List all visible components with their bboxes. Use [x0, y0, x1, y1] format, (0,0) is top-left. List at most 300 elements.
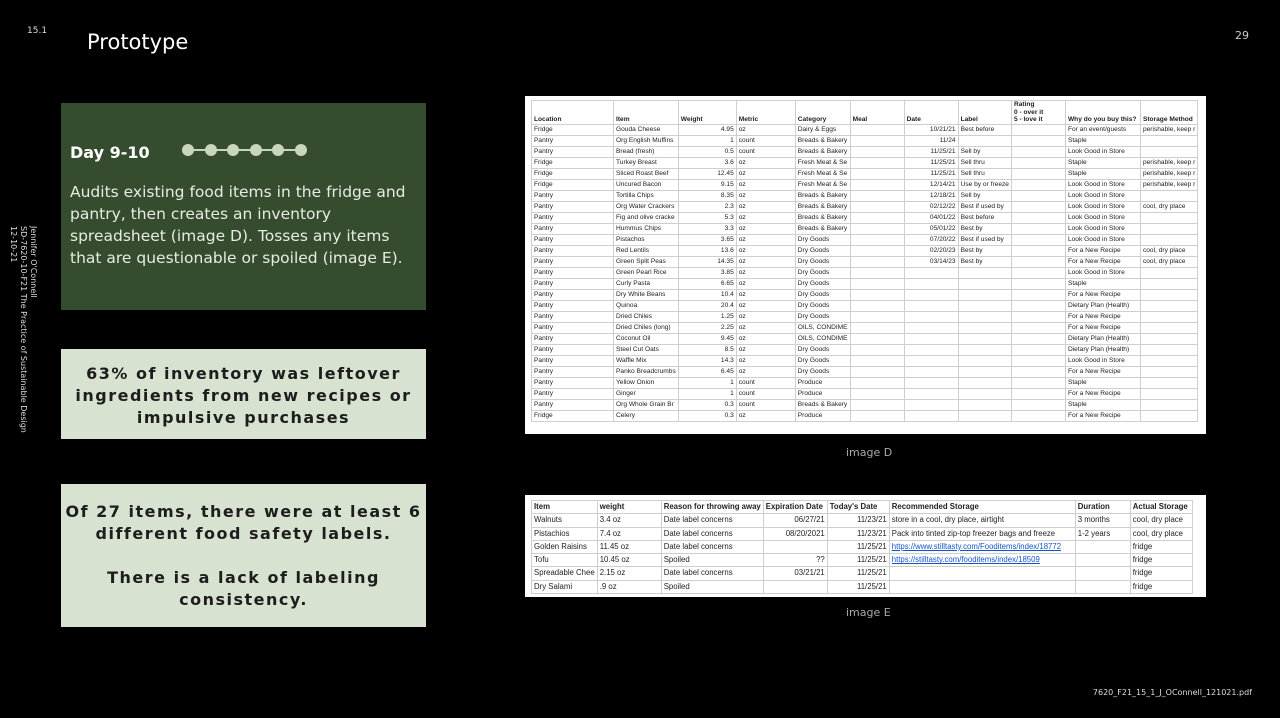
table-row	[532, 190, 1198, 201]
inventory-cell: Staple	[1065, 399, 1140, 410]
inventory-cell	[850, 157, 904, 168]
sidebar-meta	[8, 226, 38, 433]
inventory-cell	[1140, 311, 1197, 322]
inventory-cell: oz	[736, 267, 795, 278]
inventory-cell	[850, 366, 904, 377]
inventory-cell	[850, 355, 904, 366]
inventory-cell: 11/25/21	[904, 146, 958, 157]
inventory-cell: Pantry	[532, 322, 614, 333]
inventory-cell: 9.15	[678, 179, 736, 190]
inventory-cell: Pantry	[532, 201, 614, 212]
discard-cell: Walnuts	[532, 514, 598, 527]
discard-cell: 11/25/21	[827, 540, 889, 553]
inventory-cell: 20.4	[678, 300, 736, 311]
inventory-cell	[1011, 300, 1065, 311]
stat-text-labels: Of 27 items, there were at least 6 different food safety labels.	[65, 502, 422, 543]
inventory-cell: Dry Goods	[795, 355, 850, 366]
inventory-cell	[1140, 399, 1197, 410]
inventory-cell: Dry Goods	[795, 311, 850, 322]
inventory-cell: Produce	[795, 377, 850, 388]
inventory-cell: OILS, CONDIME	[795, 322, 850, 333]
discard-cell: Golden Raisins	[532, 540, 598, 553]
inventory-cell: oz	[736, 355, 795, 366]
discard-cell: 11.45 oz	[597, 540, 661, 553]
inventory-cell	[850, 344, 904, 355]
inventory-cell	[904, 399, 958, 410]
image-e-caption: image E	[846, 606, 891, 619]
inventory-cell: Pantry	[532, 278, 614, 289]
inventory-cell: 05/01/22	[904, 223, 958, 234]
inventory-cell: Look Good in Store	[1065, 179, 1140, 190]
inventory-cell: 6.45	[678, 366, 736, 377]
inventory-cell	[1140, 366, 1197, 377]
discard-cell: Date label concerns	[661, 514, 763, 527]
inventory-cell: 11/24	[904, 135, 958, 146]
table-row	[532, 540, 1193, 553]
inventory-cell: Curly Pasta	[614, 278, 679, 289]
inventory-cell: Pantry	[532, 344, 614, 355]
inventory-cell: oz	[736, 223, 795, 234]
inventory-cell	[850, 278, 904, 289]
discard-header-cell: Reason for throwing away	[661, 501, 763, 514]
inventory-cell: oz	[736, 256, 795, 267]
inventory-cell	[850, 168, 904, 179]
table-row	[532, 234, 1198, 245]
inventory-cell: Dry Goods	[795, 234, 850, 245]
inventory-cell: Coconut Oil	[614, 333, 679, 344]
inventory-cell: count	[736, 377, 795, 388]
inventory-cell: perishable, keep r	[1140, 168, 1197, 179]
image-d-caption: image D	[846, 446, 893, 459]
inventory-cell: 0.5	[678, 146, 736, 157]
inventory-cell: Sell thru	[958, 168, 1011, 179]
inventory-cell	[1011, 223, 1065, 234]
day-description: Audits existing food items in the fridge and pantry, then creates an inventory spreadsheet (image D). Tosses any items that are questionable or spoiled (image E).	[70, 183, 406, 267]
inventory-cell: cool, dry place	[1140, 201, 1197, 212]
page-title: Prototype	[87, 30, 189, 54]
inventory-cell	[904, 366, 958, 377]
inventory-cell	[1140, 410, 1197, 421]
inventory-cell: For an event/guests	[1065, 124, 1140, 135]
inventory-cell	[850, 256, 904, 267]
inventory-cell: Tortilla Chips	[614, 190, 679, 201]
inventory-cell	[850, 146, 904, 157]
footer-filename: 7620_F21_15_1_J_OConnell_121021.pdf	[1092, 688, 1252, 697]
inventory-cell	[1140, 278, 1197, 289]
inventory-cell: Use by or freeze	[958, 179, 1011, 190]
inventory-cell: Pantry	[532, 366, 614, 377]
table-row	[532, 201, 1198, 212]
discard-cell	[763, 540, 827, 553]
inventory-cell: Best before	[958, 124, 1011, 135]
inventory-cell: 14.3	[678, 355, 736, 366]
table-row	[532, 410, 1198, 421]
table-row	[532, 124, 1198, 135]
inventory-cell	[1140, 322, 1197, 333]
table-row	[532, 223, 1198, 234]
meta-date: 12-10-21	[9, 226, 18, 263]
stat-box-leftover	[61, 349, 426, 439]
inventory-cell	[958, 377, 1011, 388]
inventory-header-cell: Rating 0 - over it 5 - love it	[1011, 101, 1065, 125]
inventory-cell	[1011, 135, 1065, 146]
inventory-cell	[1011, 157, 1065, 168]
inventory-cell: Look Good in Store	[1065, 201, 1140, 212]
inventory-cell: Best by	[958, 223, 1011, 234]
inventory-cell: Panko Breadcrumbs	[614, 366, 679, 377]
inventory-cell: Breads & Bakery	[795, 212, 850, 223]
inventory-cell: Bread (fresh)	[614, 146, 679, 157]
discard-cell	[889, 580, 1075, 593]
inventory-cell: Look Good in Store	[1065, 212, 1140, 223]
discard-cell: 08/20/2021	[763, 527, 827, 540]
inventory-cell: 3.85	[678, 267, 736, 278]
discard-cell: 11/25/21	[827, 580, 889, 593]
inventory-cell	[850, 212, 904, 223]
inventory-cell	[1011, 124, 1065, 135]
inventory-header-cell: Label	[958, 101, 1011, 125]
inventory-cell	[1140, 344, 1197, 355]
inventory-cell: Fresh Meat & Se	[795, 168, 850, 179]
discard-cell: 03/21/21	[763, 567, 827, 580]
inventory-cell: Dietary Plan (Health)	[1065, 344, 1140, 355]
inventory-cell	[1140, 377, 1197, 388]
table-row	[532, 527, 1193, 540]
inventory-cell: For a New Recipe	[1065, 245, 1140, 256]
inventory-header-cell: Metric	[736, 101, 795, 125]
inventory-cell: Look Good in Store	[1065, 146, 1140, 157]
discard-cell: 2.15 oz	[597, 567, 661, 580]
inventory-cell: For a New Recipe	[1065, 410, 1140, 421]
discard-cell: 11/25/21	[827, 554, 889, 567]
inventory-cell: Pantry	[532, 333, 614, 344]
inventory-cell	[850, 410, 904, 421]
table-row	[532, 146, 1198, 157]
course-name: SD-7620-10-F21 The Practice of Sustainable Design	[19, 226, 28, 433]
inventory-cell: 8.5	[678, 344, 736, 355]
discard-cell: ??	[763, 554, 827, 567]
discard-cell: cool, dry place	[1130, 527, 1192, 540]
inventory-cell	[904, 344, 958, 355]
table-row	[532, 245, 1198, 256]
inventory-cell: Pantry	[532, 300, 614, 311]
inventory-cell: Steel Cut Oats	[614, 344, 679, 355]
progress-dot	[295, 144, 307, 156]
inventory-cell	[904, 388, 958, 399]
inventory-cell: 12/18/21	[904, 190, 958, 201]
inventory-cell: Look Good in Store	[1065, 234, 1140, 245]
inventory-cell: 04/01/22	[904, 212, 958, 223]
inventory-cell: oz	[736, 322, 795, 333]
discard-header-cell: Actual Storage	[1130, 501, 1192, 514]
inventory-cell: Red Lentils	[614, 245, 679, 256]
inventory-cell: 2.3	[678, 201, 736, 212]
inventory-cell: Staple	[1065, 157, 1140, 168]
inventory-cell: oz	[736, 190, 795, 201]
inventory-cell: 0.3	[678, 410, 736, 421]
table-row	[532, 514, 1193, 527]
inventory-cell: Dried Chiles (long)	[614, 322, 679, 333]
inventory-cell: Breads & Bakery	[795, 399, 850, 410]
table-row	[532, 366, 1198, 377]
table-row	[532, 168, 1198, 179]
inventory-cell	[904, 377, 958, 388]
discard-cell	[763, 580, 827, 593]
table-row	[532, 567, 1193, 580]
inventory-cell: cool, dry place	[1140, 256, 1197, 267]
table-row	[532, 377, 1198, 388]
inventory-cell	[904, 289, 958, 300]
inventory-cell: Quinoa	[614, 300, 679, 311]
inventory-cell	[1011, 388, 1065, 399]
inventory-cell: Dry Goods	[795, 344, 850, 355]
inventory-cell	[1011, 311, 1065, 322]
inventory-cell: Sell by	[958, 190, 1011, 201]
discard-cell	[1075, 580, 1130, 593]
inventory-cell: Dry Goods	[795, 289, 850, 300]
inventory-cell: Fresh Meat & Se	[795, 179, 850, 190]
inventory-cell: Uncured Bacon	[614, 179, 679, 190]
inventory-cell: Green Pearl Rice	[614, 267, 679, 278]
section-number: 15.1	[27, 26, 48, 36]
day-title: Day 9-10	[70, 143, 150, 162]
inventory-cell: 9.45	[678, 333, 736, 344]
inventory-cell: Yellow Onion	[614, 377, 679, 388]
inventory-cell: count	[736, 135, 795, 146]
inventory-cell: Pistachos	[614, 234, 679, 245]
inventory-cell: OILS, CONDIME	[795, 333, 850, 344]
inventory-cell	[904, 410, 958, 421]
inventory-cell: oz	[736, 410, 795, 421]
inventory-cell: Produce	[795, 410, 850, 421]
storage-link[interactable]: https://stilltasty.com/fooditems/index/18509	[889, 554, 1075, 567]
inventory-cell: 02/20/23	[904, 245, 958, 256]
inventory-cell	[958, 366, 1011, 377]
inventory-cell	[850, 377, 904, 388]
inventory-cell	[958, 355, 1011, 366]
inventory-cell	[1140, 267, 1197, 278]
inventory-cell: Pantry	[532, 399, 614, 410]
inventory-cell	[850, 322, 904, 333]
inventory-cell: 10.4	[678, 289, 736, 300]
inventory-cell: Dry Goods	[795, 245, 850, 256]
inventory-cell	[958, 311, 1011, 322]
table-row	[532, 179, 1198, 190]
inventory-cell: perishable, keep r	[1140, 157, 1197, 168]
inventory-cell: 14.35	[678, 256, 736, 267]
inventory-cell: Dry White Beans	[614, 289, 679, 300]
discard-cell: Date label concerns	[661, 527, 763, 540]
inventory-header-cell: Location	[532, 101, 614, 125]
inventory-cell: For a New Recipe	[1065, 289, 1140, 300]
discard-table	[531, 500, 1193, 594]
inventory-table	[531, 100, 1198, 422]
discard-header-cell: Duration	[1075, 501, 1130, 514]
inventory-cell: 10/21/21	[904, 124, 958, 135]
inventory-cell	[1140, 146, 1197, 157]
table-row	[532, 157, 1198, 168]
progress-dot	[250, 144, 262, 156]
discard-cell	[1075, 540, 1130, 553]
discard-cell: Date label concerns	[661, 567, 763, 580]
inventory-cell: oz	[736, 157, 795, 168]
inventory-cell: count	[736, 146, 795, 157]
inventory-cell: Fridge	[532, 179, 614, 190]
inventory-cell: 5.3	[678, 212, 736, 223]
inventory-cell	[850, 245, 904, 256]
discard-spreadsheet-image	[525, 495, 1206, 597]
table-row	[532, 300, 1198, 311]
discard-cell: Spreadable Chee	[532, 567, 598, 580]
inventory-cell	[904, 300, 958, 311]
inventory-header-cell: Category	[795, 101, 850, 125]
inventory-cell	[1140, 223, 1197, 234]
inventory-cell: 02/12/22	[904, 201, 958, 212]
inventory-cell	[1140, 300, 1197, 311]
inventory-cell: Best before	[958, 212, 1011, 223]
inventory-cell: Staple	[1065, 278, 1140, 289]
inventory-cell: oz	[736, 289, 795, 300]
inventory-cell	[1011, 377, 1065, 388]
inventory-cell	[850, 135, 904, 146]
inventory-cell	[958, 278, 1011, 289]
discard-cell: 06/27/21	[763, 514, 827, 527]
inventory-cell	[1140, 212, 1197, 223]
inventory-cell: count	[736, 388, 795, 399]
stat-box-labels	[61, 484, 426, 627]
table-row	[532, 278, 1198, 289]
discard-cell: fridge	[1130, 540, 1192, 553]
inventory-cell: Breads & Bakery	[795, 135, 850, 146]
discard-cell: Pistachios	[532, 527, 598, 540]
inventory-cell: Dry Goods	[795, 366, 850, 377]
inventory-cell: oz	[736, 179, 795, 190]
inventory-cell	[850, 333, 904, 344]
inventory-cell: Staple	[1065, 135, 1140, 146]
inventory-cell: Green Split Peas	[614, 256, 679, 267]
author-name: Jennifer O'Connell	[29, 226, 38, 298]
inventory-cell: 11/25/21	[904, 157, 958, 168]
inventory-cell: Pantry	[532, 245, 614, 256]
inventory-cell	[958, 410, 1011, 421]
inventory-cell	[1011, 168, 1065, 179]
inventory-cell: 03/14/23	[904, 256, 958, 267]
inventory-cell	[1011, 333, 1065, 344]
inventory-cell: Fridge	[532, 124, 614, 135]
inventory-cell: For a New Recipe	[1065, 311, 1140, 322]
inventory-cell: Dried Chiles	[614, 311, 679, 322]
discard-cell: 3.4 oz	[597, 514, 661, 527]
inventory-cell	[1140, 190, 1197, 201]
table-row	[532, 212, 1198, 223]
inventory-cell: Gouda Cheese	[614, 124, 679, 135]
inventory-header-cell: Meal	[850, 101, 904, 125]
inventory-header-cell: Why do you buy this?	[1065, 101, 1140, 125]
inventory-cell	[850, 300, 904, 311]
discard-cell: store in a cool, dry place, airtight	[889, 514, 1075, 527]
inventory-cell: Fridge	[532, 410, 614, 421]
inventory-cell	[1011, 355, 1065, 366]
inventory-cell	[1011, 267, 1065, 278]
inventory-cell	[904, 333, 958, 344]
inventory-cell: Sliced Roast Beef	[614, 168, 679, 179]
inventory-cell	[850, 399, 904, 410]
inventory-cell: Pantry	[532, 256, 614, 267]
inventory-cell	[904, 322, 958, 333]
inventory-cell	[958, 344, 1011, 355]
discard-cell: 10.45 oz	[597, 554, 661, 567]
discard-cell: Tofu	[532, 554, 598, 567]
discard-cell	[1075, 554, 1130, 567]
inventory-cell: Waffle Mix	[614, 355, 679, 366]
progress-dot	[182, 144, 194, 156]
progress-dot	[227, 144, 239, 156]
inventory-cell: Fresh Meat & Se	[795, 157, 850, 168]
inventory-cell	[1140, 333, 1197, 344]
inventory-cell: 1	[678, 377, 736, 388]
inventory-cell	[1140, 355, 1197, 366]
inventory-cell: Breads & Bakery	[795, 201, 850, 212]
discard-cell: 1-2 years	[1075, 527, 1130, 540]
inventory-cell: 4.95	[678, 124, 736, 135]
inventory-cell	[1011, 256, 1065, 267]
inventory-spreadsheet-image	[525, 96, 1206, 434]
inventory-cell	[1011, 190, 1065, 201]
inventory-cell: For a New Recipe	[1065, 322, 1140, 333]
inventory-cell: 11/25/21	[904, 168, 958, 179]
inventory-cell: Fridge	[532, 168, 614, 179]
inventory-cell: Pantry	[532, 289, 614, 300]
discard-cell	[1075, 567, 1130, 580]
inventory-cell: Staple	[1065, 377, 1140, 388]
discard-cell: 7.4 oz	[597, 527, 661, 540]
inventory-cell: oz	[736, 344, 795, 355]
discard-cell: Date label concerns	[661, 540, 763, 553]
inventory-cell	[1011, 179, 1065, 190]
inventory-cell: Breads & Bakery	[795, 146, 850, 157]
discard-header-cell: Expiration Date	[763, 501, 827, 514]
inventory-cell: perishable, keep r	[1140, 179, 1197, 190]
discard-cell: 11/23/21	[827, 514, 889, 527]
inventory-cell: Pantry	[532, 234, 614, 245]
inventory-cell: Pantry	[532, 135, 614, 146]
page-number: 29	[1235, 29, 1249, 42]
table-row	[532, 355, 1198, 366]
discard-header-cell: weight	[597, 501, 661, 514]
inventory-cell	[958, 333, 1011, 344]
discard-cell: Pack into tinted zip-top freezer bags and freeze	[889, 527, 1075, 540]
inventory-cell: 6.65	[678, 278, 736, 289]
inventory-cell: Dry Goods	[795, 278, 850, 289]
table-row	[532, 399, 1198, 410]
table-row	[532, 267, 1198, 278]
table-row	[532, 311, 1198, 322]
inventory-cell: oz	[736, 201, 795, 212]
inventory-cell: Org Whole Grain Br	[614, 399, 679, 410]
inventory-cell: perishable, keep r	[1140, 124, 1197, 135]
inventory-cell	[850, 179, 904, 190]
inventory-cell	[1011, 344, 1065, 355]
inventory-cell	[904, 311, 958, 322]
inventory-cell: 1	[678, 388, 736, 399]
inventory-cell: Breads & Bakery	[795, 190, 850, 201]
storage-link[interactable]: https://www.stilltasty.com/Fooditems/index/18772	[889, 540, 1075, 553]
discard-header-cell: Today's Date	[827, 501, 889, 514]
inventory-cell: 3.65	[678, 234, 736, 245]
inventory-cell	[850, 289, 904, 300]
inventory-cell: oz	[736, 278, 795, 289]
inventory-cell	[850, 234, 904, 245]
